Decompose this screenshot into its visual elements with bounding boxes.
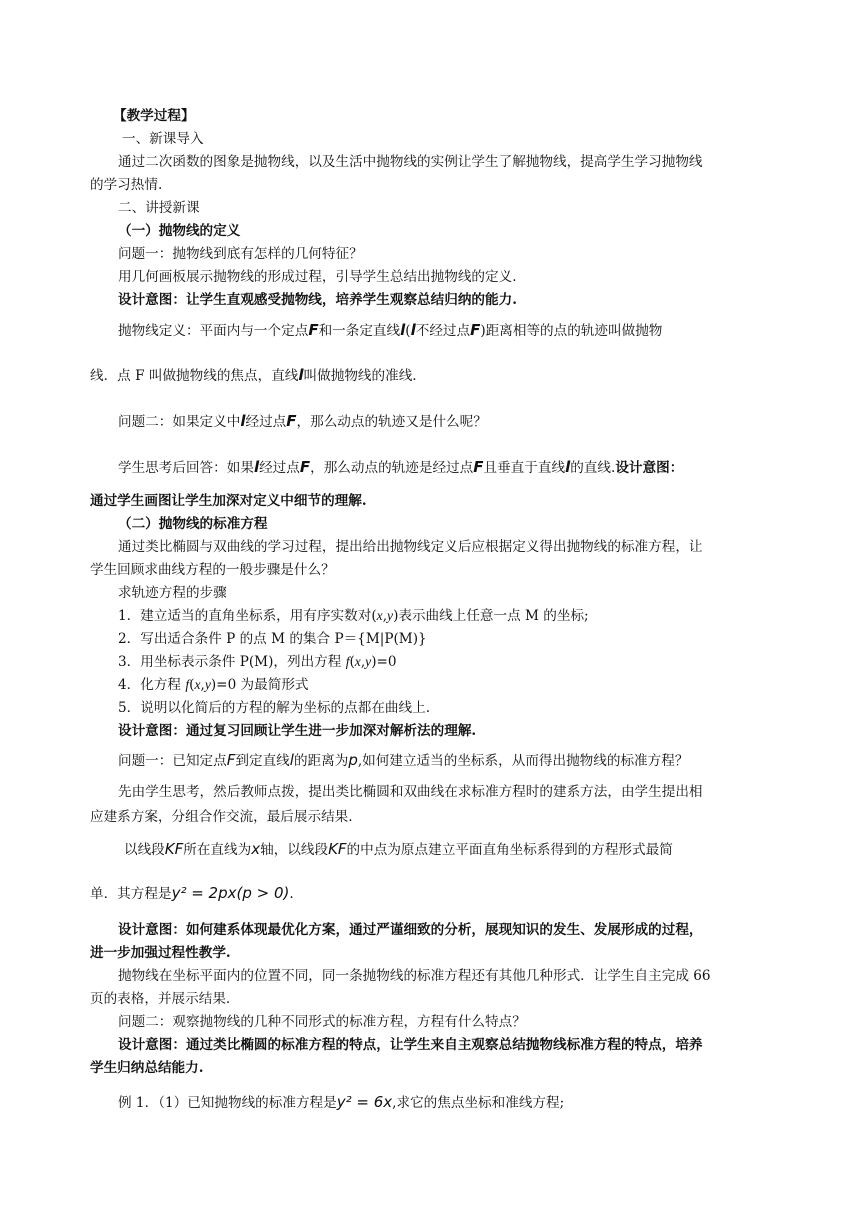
text-span: ，那么动点的轨迹是经过点 [310, 460, 474, 476]
text-span: ( [349, 654, 355, 670]
question-1: 问题一：抛物线到底有怎样的几何特征？ [118, 246, 363, 262]
definition-line [90, 365, 780, 386]
math-symbol: l [400, 321, 406, 339]
text-span: ( [405, 323, 411, 339]
subheading-lecture: 二、讲授新课 [118, 200, 200, 216]
text-span: 的距离为 [293, 753, 349, 769]
text-span: 的直线. [570, 460, 616, 476]
text-span: 经过点 [259, 460, 300, 476]
text-span: 叫做抛物线的准线. [303, 368, 417, 384]
step-5: 5．说明以化简后的方程的解为坐标的点都在曲线上. [118, 700, 431, 716]
question-2b: 问题二：观察抛物线的几种不同形式的标准方程，方程有什么特点？ [118, 1014, 526, 1030]
paragraph-line: 通过二次函数的图象是抛物线，以及生活中抛物线的实例让学生了解抛物线，提高学生学习抛物线 [118, 154, 703, 170]
text-span: 问题二：如果定义中 [118, 414, 241, 430]
text-span: , [360, 654, 366, 670]
math-symbol: F [226, 751, 236, 769]
math-symbol: l [240, 412, 246, 430]
design-intent: 进一步加强过程性教学. [90, 945, 231, 961]
text-span: 和一条定直线 [318, 323, 401, 339]
math-symbol: KF [164, 840, 184, 858]
paragraph-line: 抛物线在坐标平面内的位置不同，同一条抛物线的标准方程还有其他几种形式．让学生自主完成 66 [118, 968, 711, 984]
design-intent: 学生归纳总结能力. [90, 1060, 204, 1076]
text-span: 3．用坐标表示条件 P(M)，列出方程 [118, 654, 346, 670]
math-symbol: F [286, 412, 297, 430]
text-span: )表示曲线上任意一点 M 的坐标; [393, 608, 589, 624]
paragraph-line: 应建系方案，分组合作交流，最后展示结果. [90, 809, 353, 825]
formula: y² = 6x [336, 1093, 393, 1111]
design-intent: 设计意图：如何建系体现最优化方案，通过严谨细致的分析，展现知识的发生、发展形成的过程， [118, 922, 703, 938]
design-intent: 设计意图：通过复习回顾让学生进一步加深对解析法的理解. [118, 723, 477, 739]
math-var: y [204, 677, 211, 692]
design-intent-label: 设计意图： [615, 460, 684, 476]
text-span: 且垂直于直线 [483, 460, 566, 476]
math-symbol: F [470, 321, 481, 339]
text-span: 到定直线 [235, 753, 290, 769]
text-span: 线．点 F 叫做抛物线的焦点，直线 [90, 368, 299, 384]
text-span: 1．建立适当的直角坐标系，用有序实数对( [118, 608, 377, 624]
step-1 [118, 606, 780, 626]
math-symbol: x [251, 840, 261, 858]
text-span: )距离相等的点的轨迹叫做抛物 [480, 323, 663, 339]
text-span: )=0 为最简形式 [210, 677, 309, 693]
text-span: 不经过点 [415, 323, 471, 339]
paragraph-line: 学生回顾求曲线方程的一般步骤是什么？ [90, 562, 335, 578]
math-symbol: l [289, 751, 294, 769]
text-span: . [289, 886, 294, 902]
text-span: 单．其方程是 [90, 886, 172, 902]
example-1 [118, 1092, 780, 1113]
paragraph-line: 的学习热情. [90, 177, 163, 193]
question-2 [118, 411, 780, 432]
definition-line [118, 320, 780, 341]
math-symbol: KF [328, 840, 347, 858]
equation-line [90, 883, 780, 904]
text-span: 问题一：已知定点 [118, 753, 227, 769]
math-var: y [387, 608, 394, 623]
math-symbol: F [308, 321, 319, 339]
paragraph-line: 通过类比椭圆与双曲线的学习过程，提出给出抛物线定义后应根据定义得出抛物线的标准方程，让 [118, 539, 703, 555]
text-span: 以线段 [124, 842, 165, 858]
math-var: y [365, 654, 372, 669]
step-3 [118, 652, 780, 672]
math-symbol: l [298, 366, 304, 384]
math-symbol: l [410, 321, 416, 339]
answer-line [118, 457, 780, 478]
math-var: x [194, 677, 201, 692]
text-span: 学生思考后回答：如果 [118, 460, 254, 476]
text-span: ,如何建立适当的坐标系，从而得出抛物线的标准方程？ [357, 753, 689, 769]
kf-line [124, 839, 786, 860]
text-span: 抛物线定义：平面内与一个定点 [118, 323, 309, 339]
math-var: f [185, 677, 190, 692]
text-span: 例 1．（1）已知抛物线的标准方程是 [118, 1095, 337, 1111]
math-var: x [376, 608, 383, 623]
design-intent: 通过学生画图让学生加深对定义中细节的理解. [90, 493, 367, 509]
text-span: 经过点 [245, 414, 287, 430]
text-span: 所在直线为 [183, 842, 252, 858]
math-symbol: F [473, 458, 484, 476]
text-span: 4．化方程 [118, 677, 186, 693]
paragraph-line: 用几何画板展示抛物线的形成过程，引导学生总结出抛物线的定义. [118, 269, 517, 285]
text-span: )=0 [371, 654, 397, 670]
text-span: , [200, 677, 205, 693]
text-span: , [382, 608, 388, 624]
design-intent: 设计意图：让学生直观感受抛物线，培养学生观察总结归纳的能力. [118, 292, 517, 308]
design-intent: 设计意图：通过类比椭圆的标准方程的特点，让学生来自主观察总结抛物线标准方程的特点，培养 [118, 1037, 703, 1053]
math-symbol: l [565, 458, 571, 476]
step-2: 2．写出适合条件 P 的点 M 的集合 P＝{M|P(M)} [118, 631, 427, 647]
math-symbol: F [299, 458, 311, 476]
subheading-intro: 一、新课导入 [122, 131, 204, 147]
math-symbol: p [348, 751, 358, 769]
text-span: 的中点为原点建立平面直角坐标系得到的方程形式最简 [346, 842, 673, 858]
question-1b [118, 750, 780, 771]
paragraph-line: 页的表格，并展示结果. [90, 991, 231, 1007]
math-symbol: l [253, 458, 260, 476]
subsection-standard-equation: （二）抛物线的标准方程 [118, 516, 268, 532]
text-span: ,求它的焦点坐标和准线方程; [392, 1095, 565, 1111]
text-span: 轴，以线段 [260, 842, 329, 858]
formula: y² = 2px(p > 0) [171, 884, 290, 902]
paragraph-line: 先由学生思考，然后教师点拨，提出类比椭圆和双曲线在求标准方程时的建系方法，由学生提出相 [118, 784, 703, 800]
text-span: ，那么动点的轨迹又是什么呢？ [296, 414, 487, 430]
math-var: x [354, 654, 361, 669]
section-heading: 【教学过程】 [113, 108, 195, 124]
steps-heading: 求轨迹方程的步骤 [118, 585, 227, 601]
math-var: f [345, 654, 350, 669]
step-4 [118, 675, 780, 695]
text-span: ( [189, 677, 195, 693]
subsection-definition: （一）抛物线的定义 [118, 223, 241, 239]
